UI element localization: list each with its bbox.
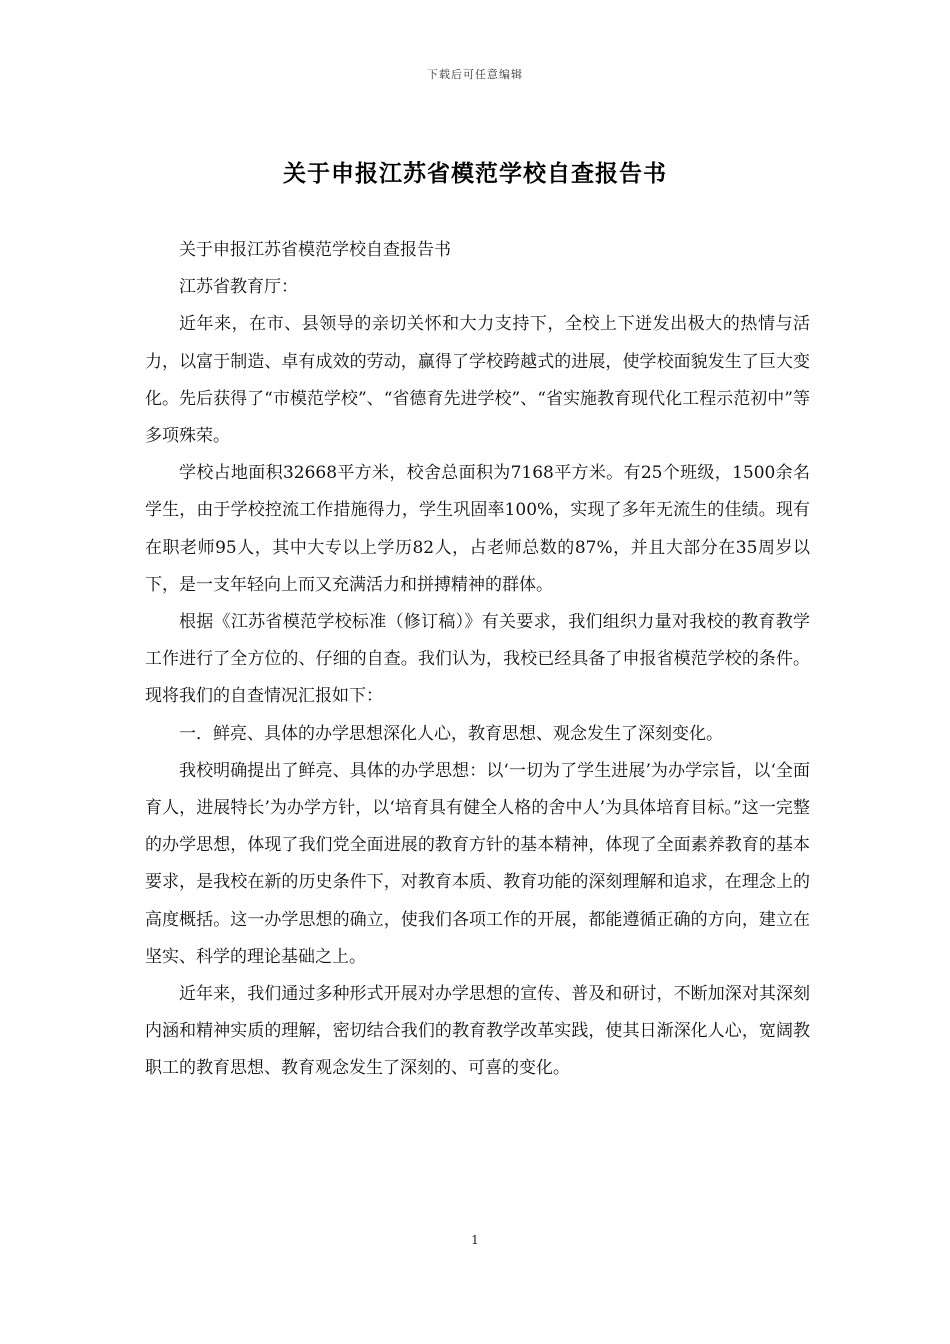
document-body [145,232,810,1088]
header-note: 下载后可任意编辑 [427,68,523,81]
body-paragraph-recent-years: 近年来，我们通过多种形式开展对办学思想的宣传、普及和研讨，不断加深对其深刻内涵和精神实质的理解，密切结合我们的教育教学改革实践，使其日渐深化人心，宽阔教职工的教育思想、教育观念发生了深刻的、可喜的变化。 [145,984,810,1079]
body-paragraph-philosophy: 我校明确提出了鲜亮、具体的办学思想：以‘一切为了学生进展’为办学宗旨，以‘全面育人，进展特长’为办学方针，以‘培育具有健全人格的舍中人’为具体培育目标。”这一完整的办学思想，体现了我们党全面进展的教育方针的基本精神，体现了全面素养教育的基本要求，是我校在新的历史条件下，对教育本质、教育功能的深刻理解和追求，在理念上的高度概括。这一办学思想的确立，使我们各项工作的开展，都能遵循正确的方向，建立在坚实、科学的理论基础之上。 [145,760,810,967]
body-paragraph-self-inspection: 根据《江苏省模范学校标准（修订稿）》有关要求，我们组织力量对我校的教育教学工作进行了全方位的、仔细的自查。我们认为，我校已经具备了申报省模范学校的条件。现将我们的自查情况汇报如下： [145,612,810,707]
body-paragraph-subject: 关于申报江苏省模范学校自查报告书 [179,240,451,260]
body-paragraph-section-heading: 一．鲜亮、具体的办学思想深化人心，教育思想、观念发生了深刻变化。 [179,723,723,744]
body-paragraph-intro: 近年来，在市、县领导的亲切关怀和大力支持下，全校上下迸发出极大的热情与活力，以富于制造、卓有成效的劳动，赢得了学校跨越式的进展，使学校面貌发生了巨大变化。先后获得了“市模范学校”、“省德育先进学校”、“省实施教育现代化工程示范初中”等多项殊荣。 [145,314,810,447]
page-number: 1 [471,1233,479,1247]
body-paragraph-addressee: 江苏省教育厅： [179,277,298,298]
document-title: 关于申报江苏省模范学校自查报告书 [283,160,667,187]
body-paragraph-school-stats: 学校占地面积32668平方米，校舍总面积为7168平方米。有25个班级，1500余名学生，由于学校控流工作措施得力，学生巩固率100%，实现了多年无流生的佳绩。现有在职老师95人，其中大专以上学历82人，占老师总数的87%，并且大部分在35周岁以下，是一支年轻向上而又充满活力和拼搏精神的群体。 [145,463,810,595]
